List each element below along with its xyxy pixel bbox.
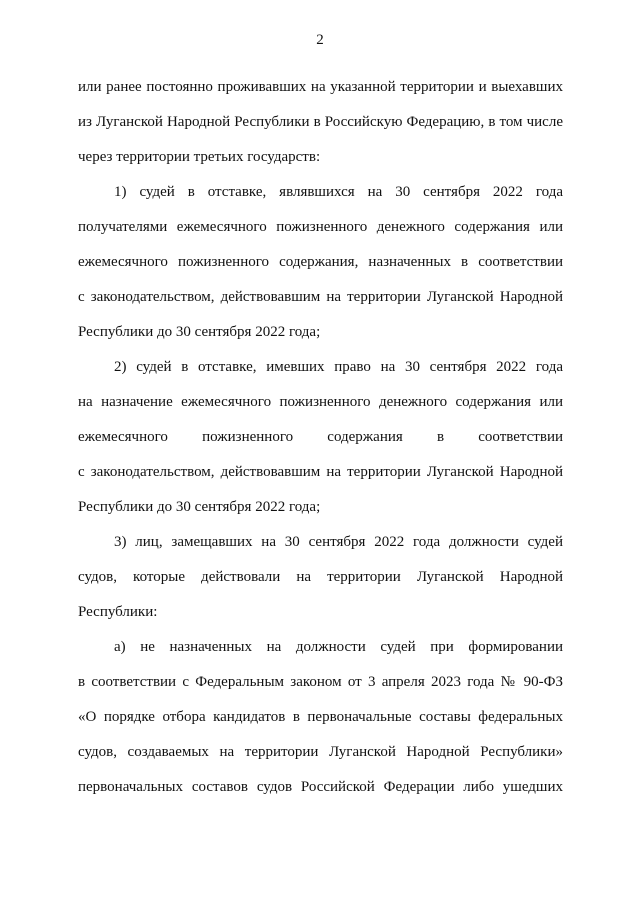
list-item-3-line: 3) лиц, замещавших на 30 сентября 2022 года должности судей <box>114 534 563 550</box>
text-line: на назначение ежемесячного пожизненного денежного содержания или <box>78 394 563 410</box>
page-number: 2 <box>316 32 324 48</box>
text-line: или ранее постоянно проживавших на указанной территории и выехавших <box>78 79 563 95</box>
text-line: Республики: <box>78 604 158 620</box>
text-line: через территории третьих государств: <box>78 149 321 165</box>
text-line: судов, создаваемых на территории Луганской Народной Республики» <box>78 744 563 760</box>
text-line: получателями ежемесячного пожизненного денежного содержания или <box>78 219 563 235</box>
text-line: судов, которые действовали на территории Луганской Народной <box>78 569 563 585</box>
text-line: Республики до 30 сентября 2022 года; <box>78 324 321 340</box>
text-line: первоначальных составов судов Российской Федерации либо ушедших <box>78 779 563 795</box>
text-line: с законодательством, действовавшим на территории Луганской Народной <box>78 289 563 305</box>
text-line: ежемесячного пожизненного содержания, назначенных в соответствии <box>78 254 563 270</box>
text-line: с законодательством, действовавшим на территории Луганской Народной <box>78 464 563 480</box>
text-line: Республики до 30 сентября 2022 года; <box>78 499 321 515</box>
text-line: в соответствии с Федеральным законом от 3 апреля 2023 года № 90-ФЗ <box>78 674 563 690</box>
text-line: «О порядке отбора кандидатов в первоначальные составы федеральных <box>78 709 563 725</box>
list-item-1-line: 1) судей в отставке, являвшихся на 30 сентября 2022 года <box>114 184 563 200</box>
text-line: ежемесячного пожизненного содержания в соответствии <box>78 429 563 445</box>
sub-item-a-line: а) не назначенных на должности судей при формировании <box>114 639 563 655</box>
text-line: из Луганской Народной Республики в Российскую Федерацию, в том числе <box>78 114 563 130</box>
list-item-2-line: 2) судей в отставке, имевших право на 30 сентября 2022 года <box>114 359 563 375</box>
